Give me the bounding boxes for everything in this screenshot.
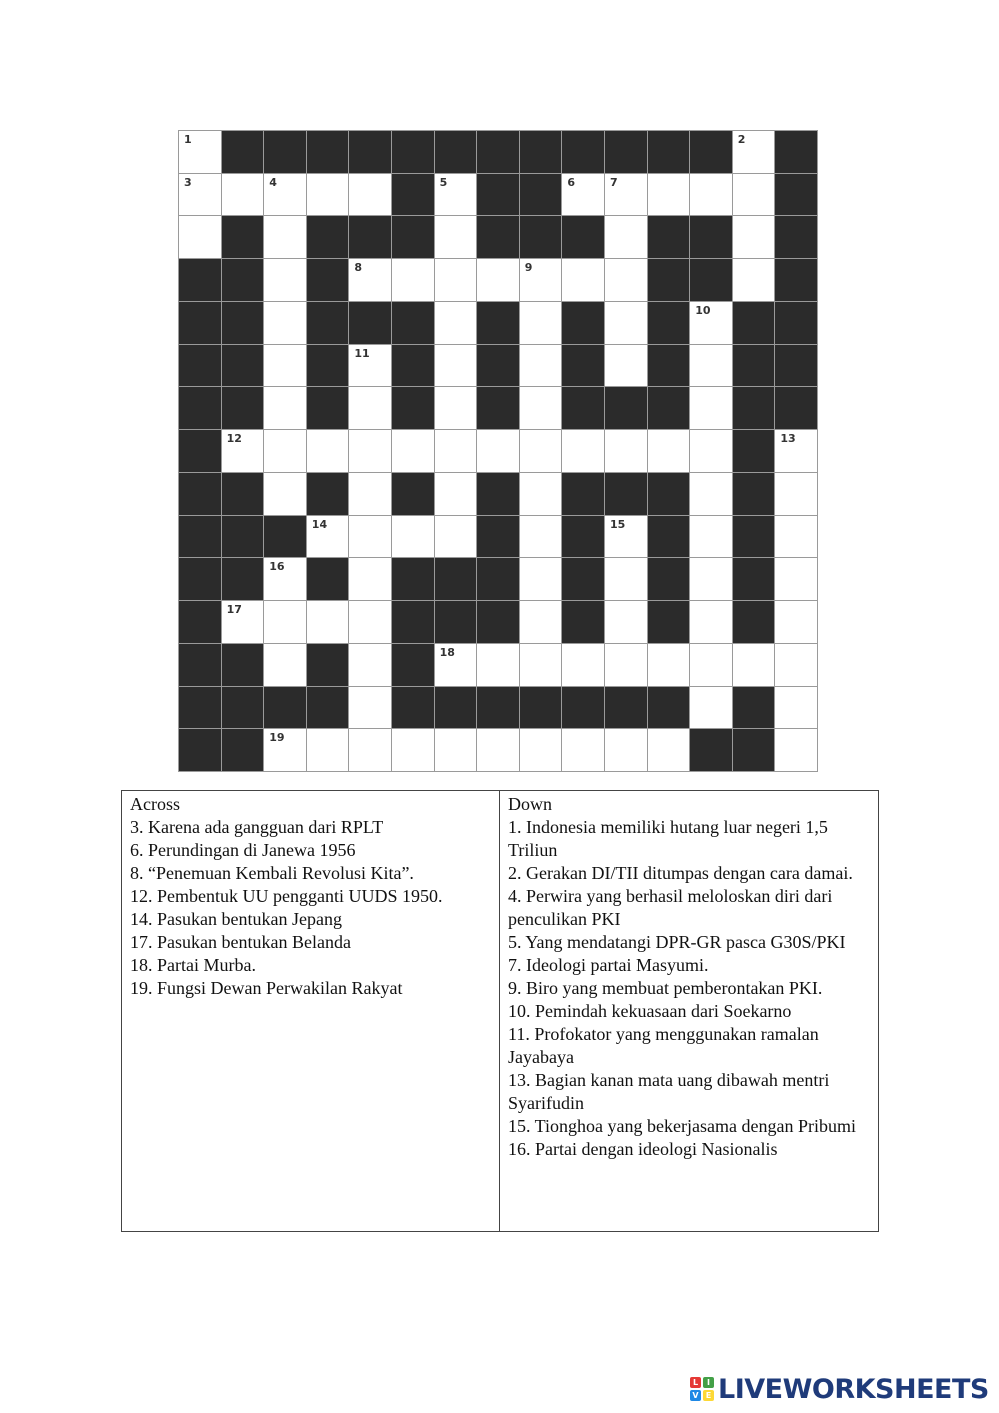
down-clue: 9. Biro yang membuat pemberontakan PKI. — [508, 978, 823, 998]
black-cell — [477, 302, 519, 344]
across-clue: 3. Karena ada gangguan dari RPLT — [130, 817, 384, 837]
answer-cell[interactable] — [179, 131, 221, 173]
answer-cell[interactable] — [690, 516, 732, 558]
black-cell — [392, 558, 434, 600]
black-cell — [392, 345, 434, 387]
black-cell — [179, 430, 221, 472]
down-clue: 13. Bagian kanan mata uang dibawah mentri Syarifudin — [508, 1070, 830, 1113]
answer-cell[interactable] — [775, 516, 817, 558]
answer-cell[interactable] — [648, 174, 690, 216]
black-cell — [307, 216, 349, 258]
answer-cell[interactable] — [562, 174, 604, 216]
clues-table — [121, 790, 879, 1232]
black-cell — [648, 558, 690, 600]
answer-cell[interactable] — [520, 729, 562, 771]
liveworksheets-logo-icon — [690, 1377, 714, 1401]
answer-cell[interactable] — [690, 687, 732, 729]
answer-cell[interactable] — [690, 387, 732, 429]
black-cell — [222, 302, 264, 344]
answer-cell[interactable] — [307, 516, 349, 558]
black-cell — [477, 131, 519, 173]
across-clue: 17. Pasukan bentukan Belanda — [130, 932, 351, 952]
answer-cell[interactable] — [562, 729, 604, 771]
clue-number: 6 — [567, 175, 576, 189]
black-cell — [307, 473, 349, 515]
answer-cell[interactable] — [264, 387, 306, 429]
black-cell — [307, 345, 349, 387]
black-cell — [222, 558, 264, 600]
black-cell — [307, 687, 349, 729]
answer-cell[interactable] — [264, 558, 306, 600]
black-cell — [307, 644, 349, 686]
black-cell — [477, 601, 519, 643]
answer-cell[interactable] — [264, 259, 306, 301]
answer-cell[interactable] — [520, 259, 562, 301]
black-cell — [648, 601, 690, 643]
answer-cell[interactable] — [690, 644, 732, 686]
black-cell — [733, 430, 775, 472]
answer-cell[interactable] — [775, 601, 817, 643]
black-cell — [349, 216, 391, 258]
black-cell — [690, 729, 732, 771]
answer-cell[interactable] — [775, 558, 817, 600]
black-cell — [690, 131, 732, 173]
answer-cell[interactable] — [562, 644, 604, 686]
black-cell — [179, 259, 221, 301]
black-cell — [222, 387, 264, 429]
answer-cell[interactable] — [435, 259, 477, 301]
answer-cell[interactable] — [349, 174, 391, 216]
black-cell — [562, 601, 604, 643]
answer-cell[interactable] — [520, 473, 562, 515]
black-cell — [562, 302, 604, 344]
black-cell — [775, 345, 817, 387]
answer-cell[interactable] — [435, 174, 477, 216]
answer-cell[interactable] — [690, 473, 732, 515]
answer-cell[interactable] — [349, 516, 391, 558]
black-cell — [435, 131, 477, 173]
black-cell — [775, 387, 817, 429]
answer-cell[interactable] — [605, 174, 647, 216]
black-cell — [690, 259, 732, 301]
black-cell — [179, 729, 221, 771]
answer-cell[interactable] — [307, 174, 349, 216]
answer-cell[interactable] — [264, 644, 306, 686]
answer-cell[interactable] — [435, 302, 477, 344]
answer-cell[interactable] — [435, 473, 477, 515]
clue-number: 10 — [695, 303, 711, 317]
answer-cell[interactable] — [435, 216, 477, 258]
down-heading: Down — [508, 794, 552, 814]
clue-number: 16 — [269, 560, 285, 574]
logo-tile: L — [690, 1377, 701, 1388]
black-cell — [775, 131, 817, 173]
answer-cell[interactable] — [520, 644, 562, 686]
logo-tile: E — [703, 1390, 714, 1401]
down-clue: 11. Profokator yang menggunakan ramalan Jayabaya — [508, 1024, 819, 1067]
answer-cell[interactable] — [307, 601, 349, 643]
black-cell — [392, 216, 434, 258]
black-cell — [222, 131, 264, 173]
answer-cell[interactable] — [520, 516, 562, 558]
answer-cell[interactable] — [562, 259, 604, 301]
answer-cell[interactable] — [307, 729, 349, 771]
black-cell — [179, 473, 221, 515]
answer-cell[interactable] — [222, 430, 264, 472]
black-cell — [605, 687, 647, 729]
across-clue: 19. Fungsi Dewan Perwakilan Rakyat — [130, 978, 403, 998]
answer-cell[interactable] — [349, 644, 391, 686]
answer-cell[interactable] — [733, 216, 775, 258]
answer-cell[interactable] — [520, 430, 562, 472]
answer-cell[interactable] — [605, 302, 647, 344]
black-cell — [562, 558, 604, 600]
black-cell — [264, 516, 306, 558]
black-cell — [222, 345, 264, 387]
black-cell — [392, 131, 434, 173]
answer-cell[interactable] — [605, 216, 647, 258]
down-clue: 16. Partai dengan ideologi Nasionalis — [508, 1139, 778, 1159]
black-cell — [648, 302, 690, 344]
black-cell — [392, 601, 434, 643]
black-cell — [179, 558, 221, 600]
answer-cell[interactable] — [349, 601, 391, 643]
answer-cell[interactable] — [605, 601, 647, 643]
across-column — [122, 791, 500, 1231]
black-cell — [179, 387, 221, 429]
black-cell — [222, 216, 264, 258]
answer-cell[interactable] — [477, 729, 519, 771]
black-cell — [435, 558, 477, 600]
black-cell — [477, 558, 519, 600]
answer-cell[interactable] — [349, 687, 391, 729]
answer-cell[interactable] — [435, 516, 477, 558]
black-cell — [435, 601, 477, 643]
answer-cell[interactable] — [264, 216, 306, 258]
black-cell — [477, 174, 519, 216]
black-cell — [435, 687, 477, 729]
black-cell — [733, 387, 775, 429]
black-cell — [307, 558, 349, 600]
across-clue: 8. “Penemuan Kembali Revolusi Kita”. — [130, 863, 414, 883]
black-cell — [733, 687, 775, 729]
answer-cell[interactable] — [775, 473, 817, 515]
black-cell — [648, 387, 690, 429]
black-cell — [733, 601, 775, 643]
answer-cell[interactable] — [690, 558, 732, 600]
clue-number: 15 — [609, 517, 626, 531]
black-cell — [179, 601, 221, 643]
answer-cell[interactable] — [435, 644, 477, 686]
answer-cell[interactable] — [264, 473, 306, 515]
clue-number: 19 — [269, 731, 285, 745]
liveworksheets-brand — [690, 1374, 989, 1404]
answer-cell[interactable] — [648, 430, 690, 472]
answer-cell[interactable] — [349, 387, 391, 429]
black-cell — [775, 216, 817, 258]
black-cell — [520, 216, 562, 258]
down-clue: 7. Ideologi partai Masyumi. — [508, 955, 709, 975]
answer-cell[interactable] — [349, 345, 391, 387]
answer-cell[interactable] — [435, 345, 477, 387]
answer-cell[interactable] — [648, 729, 690, 771]
clue-number: 8 — [354, 261, 363, 275]
black-cell — [562, 387, 604, 429]
black-cell — [733, 302, 775, 344]
black-cell — [648, 473, 690, 515]
brand-text: LIVEWORKSHEETS — [718, 1373, 989, 1405]
black-cell — [648, 131, 690, 173]
black-cell — [307, 302, 349, 344]
black-cell — [562, 216, 604, 258]
black-cell — [733, 345, 775, 387]
answer-cell[interactable] — [733, 174, 775, 216]
answer-cell[interactable] — [690, 302, 732, 344]
across-clue: 6. Perundingan di Janewa 1956 — [130, 840, 356, 860]
black-cell — [562, 516, 604, 558]
crossword-grid — [178, 130, 818, 772]
black-cell — [733, 729, 775, 771]
clue-number: 1 — [184, 133, 192, 146]
black-cell — [392, 687, 434, 729]
black-cell — [392, 644, 434, 686]
answer-cell[interactable] — [690, 430, 732, 472]
answer-cell[interactable] — [605, 430, 647, 472]
black-cell — [733, 473, 775, 515]
answer-cell[interactable] — [264, 345, 306, 387]
clue-number: 5 — [439, 175, 448, 189]
answer-cell[interactable] — [179, 174, 221, 216]
answer-cell[interactable] — [222, 174, 264, 216]
answer-cell[interactable] — [477, 644, 519, 686]
down-clue: 1. Indonesia memiliki hutang luar negeri 1,5 Triliun — [508, 817, 828, 860]
black-cell — [477, 473, 519, 515]
answer-cell[interactable] — [605, 516, 647, 558]
black-cell — [307, 259, 349, 301]
black-cell — [222, 729, 264, 771]
answer-cell[interactable] — [605, 259, 647, 301]
answer-cell[interactable] — [435, 729, 477, 771]
clue-number: 3 — [184, 175, 192, 189]
across-clue: 14. Pasukan bentukan Jepang — [130, 909, 342, 929]
black-cell — [520, 687, 562, 729]
answer-cell[interactable] — [733, 131, 775, 173]
down-clue: 5. Yang mendatangi DPR-GR pasca G30S/PKI — [508, 932, 846, 952]
answer-cell[interactable] — [477, 430, 519, 472]
black-cell — [264, 687, 306, 729]
answer-cell[interactable] — [264, 174, 306, 216]
answer-cell[interactable] — [392, 259, 434, 301]
black-cell — [349, 302, 391, 344]
black-cell — [392, 302, 434, 344]
clue-number: 12 — [226, 432, 242, 446]
black-cell — [562, 687, 604, 729]
black-cell — [392, 473, 434, 515]
answer-cell[interactable] — [392, 516, 434, 558]
answer-cell[interactable] — [435, 387, 477, 429]
across-clue: 18. Partai Murba. — [130, 955, 256, 975]
black-cell — [222, 687, 264, 729]
answer-cell[interactable] — [264, 302, 306, 344]
black-cell — [392, 387, 434, 429]
down-column — [500, 791, 878, 1231]
down-clue: 2. Gerakan DI/TII ditumpas dengan cara damai. — [508, 863, 853, 883]
answer-cell[interactable] — [264, 729, 306, 771]
black-cell — [648, 687, 690, 729]
black-cell — [477, 687, 519, 729]
answer-cell[interactable] — [733, 644, 775, 686]
across-clue: 12. Pembentuk UU pengganti UUDS 1950. — [130, 886, 443, 906]
clue-number: 4 — [269, 175, 277, 189]
answer-cell[interactable] — [562, 430, 604, 472]
answer-cell[interactable] — [520, 387, 562, 429]
black-cell — [690, 216, 732, 258]
answer-cell[interactable] — [775, 644, 817, 686]
black-cell — [648, 516, 690, 558]
black-cell — [605, 387, 647, 429]
answer-cell[interactable] — [222, 601, 264, 643]
black-cell — [222, 259, 264, 301]
answer-cell[interactable] — [605, 644, 647, 686]
answer-cell[interactable] — [307, 430, 349, 472]
clue-number: 2 — [737, 133, 746, 146]
black-cell — [222, 516, 264, 558]
answer-cell[interactable] — [605, 558, 647, 600]
black-cell — [179, 687, 221, 729]
black-cell — [477, 216, 519, 258]
down-clue: 15. Tionghoa yang bekerjasama dengan Pribumi — [508, 1116, 856, 1136]
answer-cell[interactable] — [477, 259, 519, 301]
answer-cell[interactable] — [690, 345, 732, 387]
black-cell — [392, 174, 434, 216]
down-clue: 10. Pemindah kekuasaan dari Soekarno — [508, 1001, 792, 1021]
answer-cell[interactable] — [520, 601, 562, 643]
answer-cell[interactable] — [264, 430, 306, 472]
answer-cell[interactable] — [520, 558, 562, 600]
clue-number: 18 — [439, 645, 455, 659]
clue-number: 9 — [524, 261, 533, 275]
black-cell — [562, 345, 604, 387]
answer-cell[interactable] — [775, 687, 817, 729]
black-cell — [648, 259, 690, 301]
answer-cell[interactable] — [349, 558, 391, 600]
answer-cell[interactable] — [775, 430, 817, 472]
clue-number: 7 — [609, 175, 618, 189]
black-cell — [222, 473, 264, 515]
clue-number: 13 — [780, 432, 796, 446]
black-cell — [733, 558, 775, 600]
logo-tile: V — [690, 1390, 701, 1401]
black-cell — [307, 131, 349, 173]
answer-cell[interactable] — [349, 430, 391, 472]
black-cell — [477, 345, 519, 387]
black-cell — [179, 516, 221, 558]
down-clue: 4. Perwira yang berhasil meloloskan diri dari penculikan PKI — [508, 886, 833, 929]
answer-cell[interactable] — [690, 601, 732, 643]
across-heading: Across — [130, 794, 180, 814]
black-cell — [562, 131, 604, 173]
black-cell — [775, 259, 817, 301]
black-cell — [648, 345, 690, 387]
answer-cell[interactable] — [733, 259, 775, 301]
black-cell — [477, 516, 519, 558]
answer-cell[interactable] — [520, 345, 562, 387]
answer-cell[interactable] — [605, 729, 647, 771]
black-cell — [477, 387, 519, 429]
black-cell — [605, 131, 647, 173]
black-cell — [733, 516, 775, 558]
black-cell — [349, 131, 391, 173]
logo-tile: I — [703, 1377, 714, 1388]
answer-cell[interactable] — [392, 430, 434, 472]
answer-cell[interactable] — [648, 644, 690, 686]
answer-cell[interactable] — [349, 729, 391, 771]
black-cell — [520, 174, 562, 216]
answer-cell[interactable] — [179, 216, 221, 258]
answer-cell[interactable] — [349, 473, 391, 515]
clue-number: 14 — [311, 517, 328, 531]
answer-cell[interactable] — [520, 302, 562, 344]
black-cell — [562, 473, 604, 515]
answer-cell[interactable] — [264, 601, 306, 643]
black-cell — [775, 302, 817, 344]
answer-cell[interactable] — [349, 259, 391, 301]
black-cell — [179, 302, 221, 344]
answer-cell[interactable] — [690, 174, 732, 216]
black-cell — [605, 473, 647, 515]
black-cell — [222, 644, 264, 686]
clue-number: 17 — [226, 603, 242, 617]
answer-cell[interactable] — [775, 729, 817, 771]
black-cell — [775, 174, 817, 216]
black-cell — [264, 131, 306, 173]
answer-cell[interactable] — [605, 345, 647, 387]
black-cell — [520, 131, 562, 173]
black-cell — [307, 387, 349, 429]
answer-cell[interactable] — [392, 729, 434, 771]
black-cell — [179, 644, 221, 686]
black-cell — [648, 216, 690, 258]
clue-number: 11 — [354, 346, 370, 360]
black-cell — [179, 345, 221, 387]
answer-cell[interactable] — [435, 430, 477, 472]
